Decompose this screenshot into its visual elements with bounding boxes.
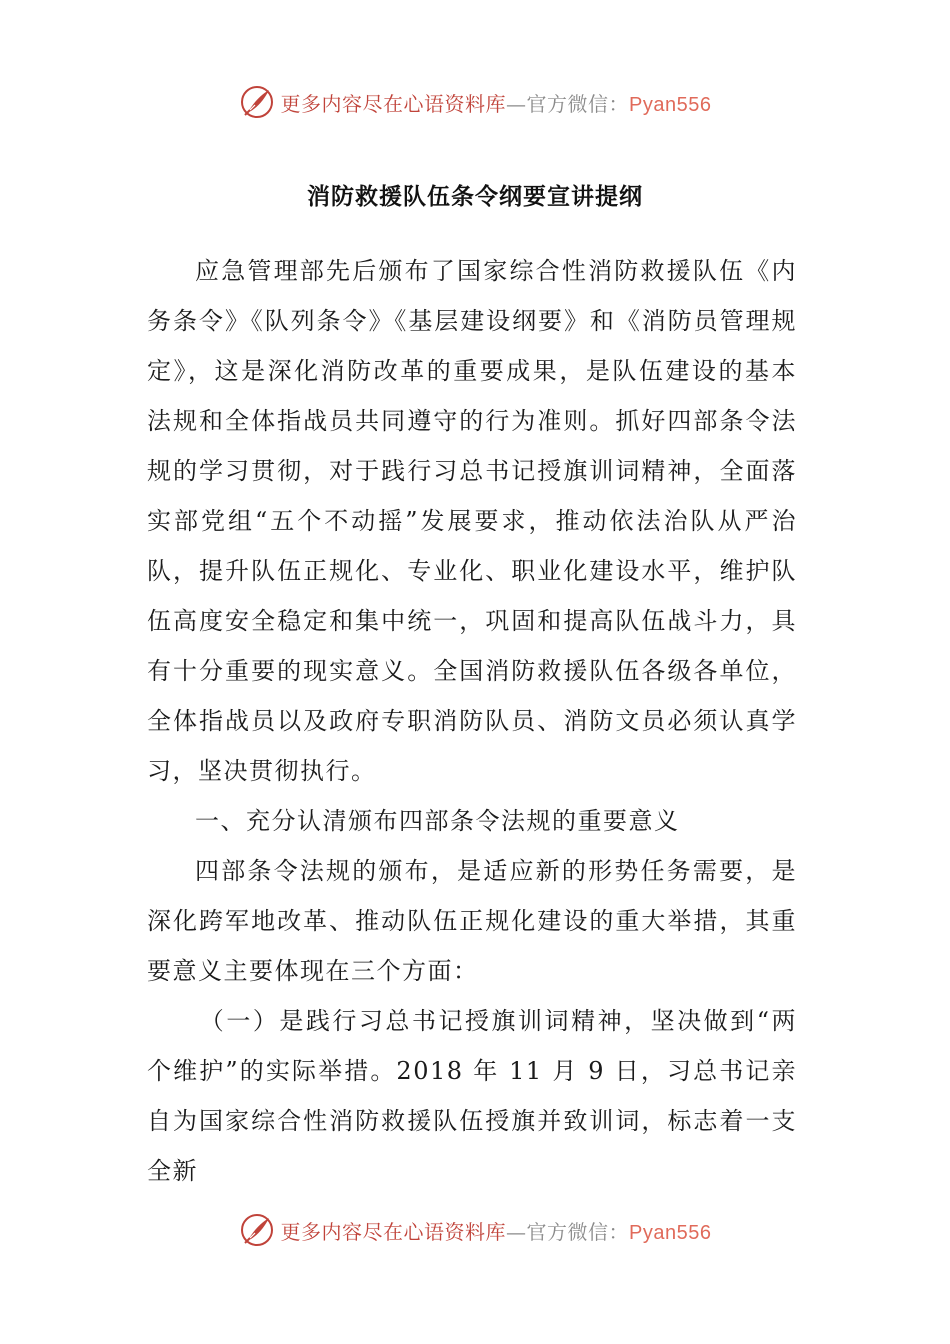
- banner-dash: —: [506, 91, 527, 116]
- footer-banner: [0, 1210, 950, 1250]
- header-banner: [0, 82, 950, 122]
- banner-highlight: 更多内容尽在心语资料库: [280, 1219, 507, 1244]
- document-body: [147, 246, 797, 1196]
- banner-contact: Pyan556: [629, 1221, 712, 1244]
- quill-pen-logo-icon: [239, 1212, 275, 1248]
- banner-text: [281, 88, 712, 117]
- banner-dash: —: [506, 1219, 527, 1244]
- subsection-1: （一）是践行习总书记授旗训词精神，坚决做到“两个维护”的实际举措。2018 年 11 月 9 日，习总书记亲自为国家综合性消防救援队伍授旗并致训词，标志着一支全新: [147, 1007, 797, 1185]
- section-heading-1: 一、充分认清颁布四部条令法规的重要意义: [195, 807, 680, 835]
- banner-text: [281, 1216, 712, 1245]
- banner-contact: Pyan556: [629, 93, 712, 116]
- paragraph-significance: 四部条令法规的颁布，是适应新的形势任务需要，是深化跨军地改革、推动队伍正规化建设的重大举措，其重要意义主要体现在三个方面：: [147, 857, 797, 985]
- document-title: 消防救援队伍条令纲要宣讲提纲: [307, 184, 643, 210]
- banner-rest: 官方微信：: [526, 91, 630, 116]
- banner-rest: 官方微信：: [526, 1219, 630, 1244]
- banner-highlight: 更多内容尽在心语资料库: [280, 91, 507, 116]
- quill-pen-logo-icon: [239, 84, 275, 120]
- paragraph-intro: 应急管理部先后颁布了国家综合性消防救援队伍《内务条令》《队列条令》《基层建设纲要》和《消防员管理规定》，这是深化消防改革的重要成果，是队伍建设的基本法规和全体指战员共同遵守的行为准则。抓好四部条令法规的学习贯彻，对于践行习总书记授旗训词精神，全面落实部党组“五个不动摇”发展要求，推动依法治队从严治队，提升队伍正规化、专业化、职业化建设水平，维护队伍高度安全稳定和集中统一，巩固和提高队伍战斗力，具有十分重要的现实意义。全国消防救援队伍各级各单位，全体指战员以及政府专职消防队员、消防文员必须认真学习，坚决贯彻执行。: [147, 257, 797, 785]
